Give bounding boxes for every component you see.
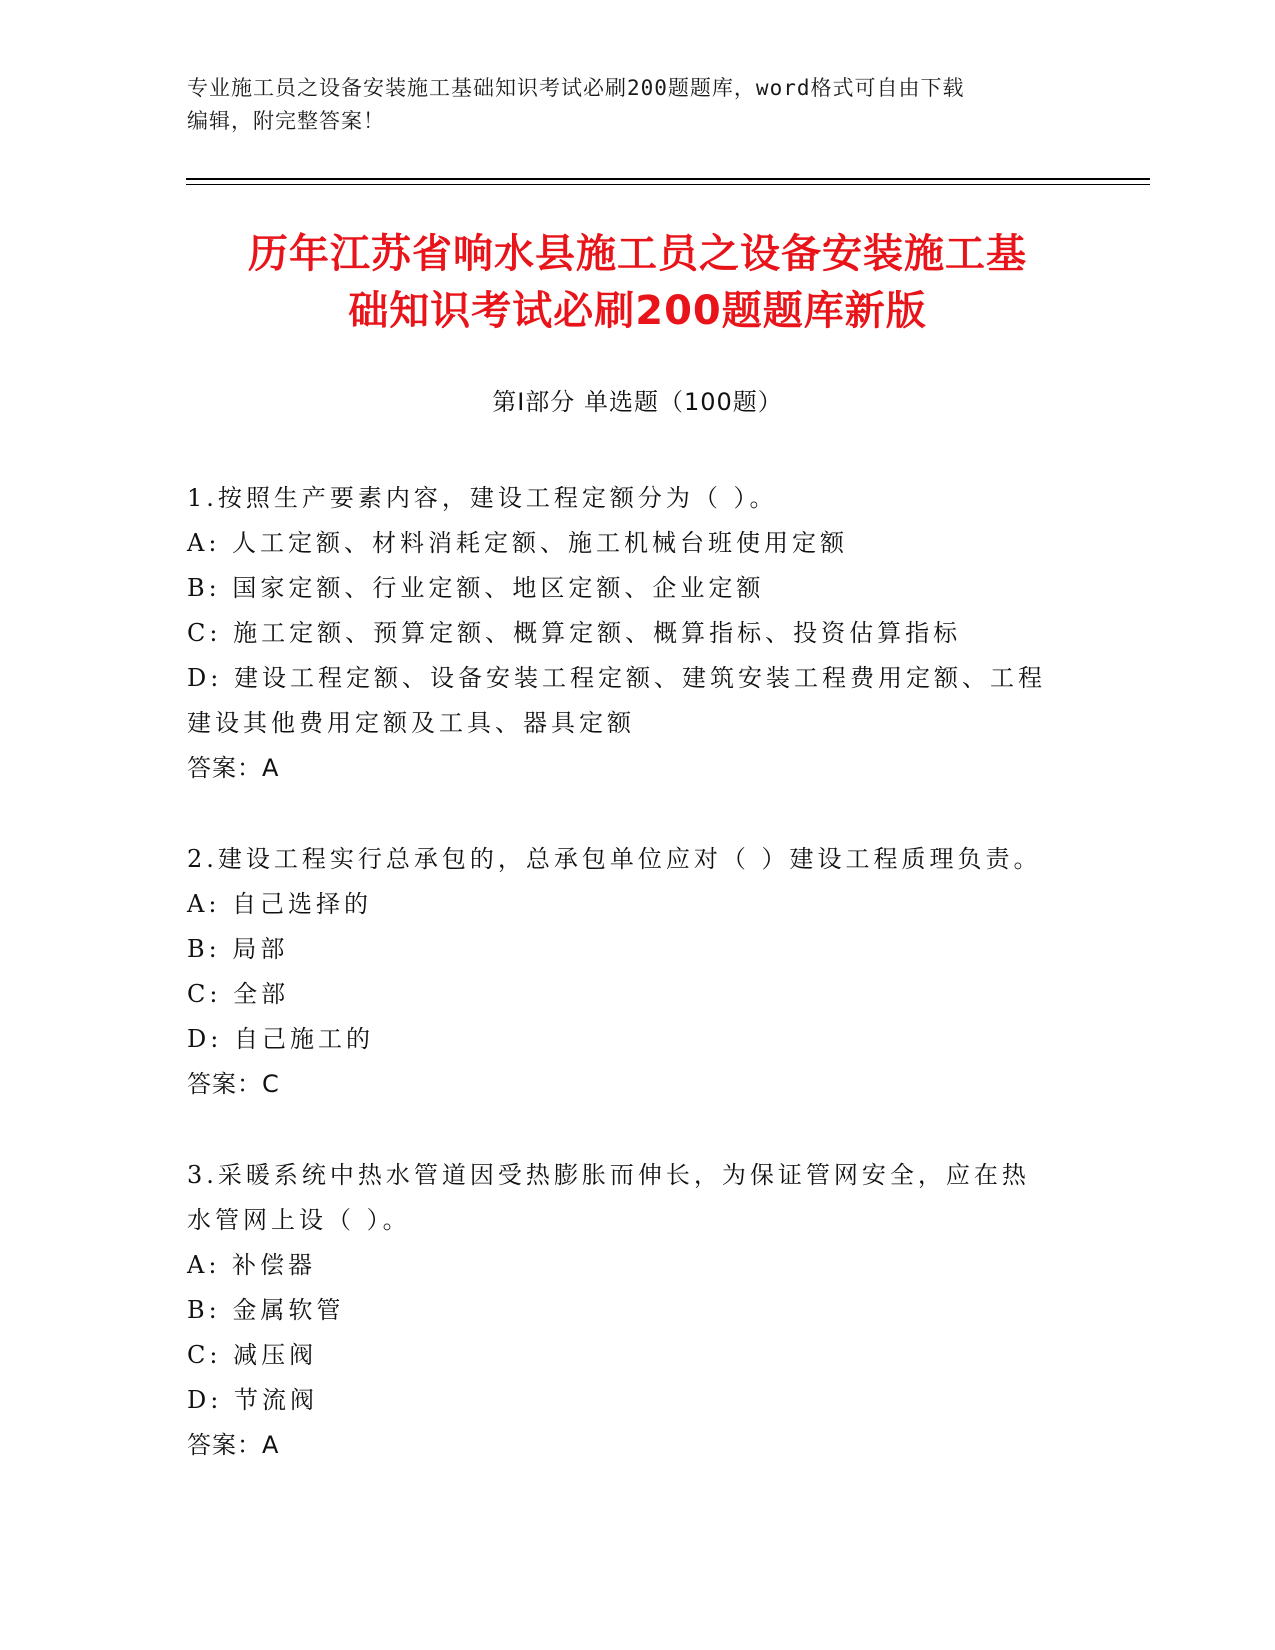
option-b: B: 国家定额、行业定额、地区定额、企业定额 bbox=[187, 574, 765, 602]
option-d: D: 节流阀 bbox=[187, 1386, 318, 1414]
document-title-line-1: 历年江苏省响水县施工员之设备安装施工基 bbox=[248, 231, 1027, 277]
question-1 bbox=[187, 476, 1087, 791]
section-heading: 第Ⅰ部分 单选题（100题） bbox=[492, 388, 783, 416]
option-c: C: 施工定额、预算定额、概算定额、概算指标、投资估算指标 bbox=[187, 619, 962, 647]
option-a: A: 补偿器 bbox=[187, 1251, 317, 1279]
header-note-line-1: 专业施工员之设备安装施工基础知识考试必刷200题题库，word格式可自由下载 bbox=[187, 76, 965, 100]
option-c: C: 全部 bbox=[187, 980, 290, 1008]
header-note-line-2: 编辑，附完整答案！ bbox=[187, 109, 385, 133]
question-2 bbox=[187, 837, 1087, 1107]
question-3 bbox=[187, 1153, 1087, 1468]
header-divider-thick bbox=[186, 178, 1150, 180]
question-stem: 1.按照生产要素内容，建设工程定额分为（ ）。 bbox=[187, 484, 778, 512]
option-d-continued: 建设其他费用定额及工具、器具定额 bbox=[187, 709, 635, 737]
document-title-line-2: 础知识考试必刷200题题库新版 bbox=[348, 288, 927, 334]
answer: 答案：A bbox=[187, 754, 280, 782]
answer: 答案：A bbox=[187, 1431, 280, 1459]
option-a: A: 人工定额、材料消耗定额、施工机械台班使用定额 bbox=[187, 529, 849, 557]
header-note bbox=[187, 72, 1087, 138]
question-stem: 2.建设工程实行总承包的，总承包单位应对（ ）建设工程质理负责。 bbox=[187, 845, 1042, 873]
header-divider-thin bbox=[186, 184, 1150, 185]
question-stem-continued: 水管网上设（ ）。 bbox=[187, 1206, 411, 1234]
question-list bbox=[187, 476, 1087, 1514]
option-c: C: 减压阀 bbox=[187, 1341, 318, 1369]
option-a: A: 自己选择的 bbox=[187, 890, 373, 918]
question-stem: 3.采暖系统中热水管道因受热膨胀而伸长，为保证管网安全，应在热 bbox=[187, 1161, 1030, 1189]
option-b: B: 金属软管 bbox=[187, 1296, 345, 1324]
option-b: B: 局部 bbox=[187, 935, 289, 963]
document-title bbox=[150, 226, 1125, 340]
option-d: D: 自己施工的 bbox=[187, 1025, 374, 1053]
option-d: D: 建设工程定额、设备安装工程定额、建筑安装工程费用定额、工程 bbox=[187, 664, 1046, 692]
answer: 答案：C bbox=[187, 1070, 280, 1098]
